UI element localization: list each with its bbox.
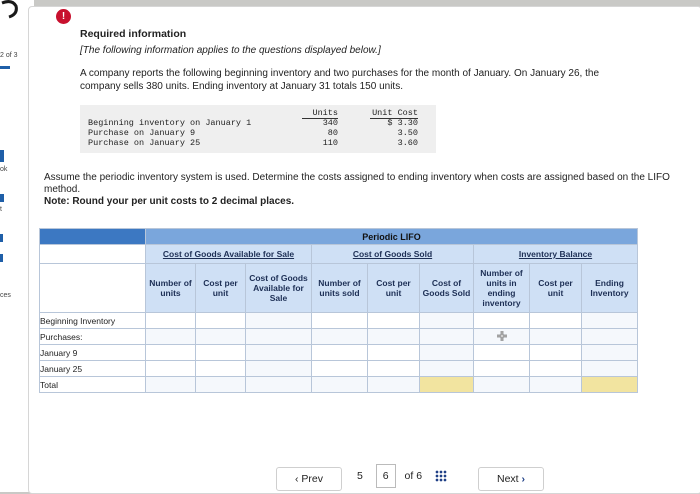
pagination [357, 462, 447, 490]
group-balance: Inventory Balance [474, 245, 638, 264]
input-end-cost[interactable] [530, 345, 582, 361]
input-end-cost[interactable] [530, 361, 582, 377]
cell-sold-total [420, 361, 474, 377]
intro-text: A company reports the following beginning inventory and two purchases for the month of January. On January 26, the company sells 380 units. Ending inventory at January 31 totals 150 units. [80, 68, 600, 92]
progress-tick [0, 66, 10, 69]
cell-avail-total [246, 345, 312, 361]
cell-blank [146, 377, 196, 393]
col-end-total: Ending Inventory [582, 264, 638, 313]
col-sold-total: Cost of Goods Sold [420, 264, 474, 313]
cursor-icon-cell [474, 329, 530, 345]
required-info-subtitle: [The following information applies to the questions displayed below.] [80, 45, 381, 56]
purchase-row-label: Purchase on January 9 [88, 128, 196, 138]
rounding-note: Note: Round your per unit costs to 2 decimal places. [44, 196, 295, 207]
cell-blank [420, 329, 474, 345]
cell-sold-total [420, 345, 474, 361]
cell-avail-total [246, 361, 312, 377]
prev-label: Prev [301, 473, 323, 485]
input-end-units[interactable] [474, 313, 530, 329]
page-count: of 6 [404, 470, 423, 482]
input-sold-units[interactable] [312, 345, 368, 361]
input-sold-cost[interactable] [368, 313, 420, 329]
col-avail-total: Cost of Goods Available for Sale [246, 264, 312, 313]
assume-text: Assume the periodic inventory system is used. Determine the costs assigned to ending inventory when costs are assigned based on the LIFO method. [44, 172, 670, 195]
purchase-row-label: Purchase on January 25 [88, 138, 201, 148]
app-logo-icon [0, 0, 22, 20]
input-avail-units[interactable] [146, 313, 196, 329]
cell-blank [196, 377, 246, 393]
total-cost-of-goods-sold [420, 377, 474, 393]
row-label-total: Total [40, 377, 146, 393]
group-sold: Cost of Goods Sold [312, 245, 474, 264]
row-label-jan9: January 9 [40, 345, 146, 361]
purchase-data-box [80, 105, 436, 153]
group-available: Cost of Goods Available for Sale [146, 245, 312, 264]
input-end-cost[interactable] [530, 313, 582, 329]
input-avail-units[interactable] [146, 361, 196, 377]
table-title: Periodic LIFO [146, 229, 638, 245]
col-avail-cost: Cost per unit [196, 264, 246, 313]
cell-sold-total [420, 313, 474, 329]
col-sold-units: Number of units sold [312, 264, 368, 313]
page-link[interactable]: 5 [357, 470, 363, 482]
row-label-jan25: January 25 [40, 361, 146, 377]
purchase-row-label: Beginning inventory on January 1 [88, 118, 252, 128]
banner-left [40, 229, 146, 245]
cell-blank [530, 377, 582, 393]
col-avail-units: Number of units [146, 264, 196, 313]
row-label-beginning: Beginning Inventory [40, 313, 146, 329]
cell-blank [530, 329, 582, 345]
purchase-row-cost: $ 3.30 [387, 118, 418, 128]
cell-blank [196, 329, 246, 345]
purchase-row-cost: 3.50 [397, 128, 418, 138]
cell-blank [368, 329, 420, 345]
input-end-units[interactable] [474, 361, 530, 377]
head-blank [40, 264, 146, 313]
prev-button[interactable] [276, 467, 342, 491]
sidebar-marker-3 [0, 234, 3, 242]
input-end-units[interactable] [474, 345, 530, 361]
sidebar-marker-2 [0, 194, 4, 202]
cell-end-total [582, 361, 638, 377]
purchase-row-units: 340 [322, 118, 338, 128]
cell-end-total [582, 313, 638, 329]
sidebar-fragment-ok[interactable]: ok [0, 166, 8, 173]
input-avail-cost[interactable] [196, 313, 246, 329]
input-avail-cost[interactable] [196, 361, 246, 377]
group-blank [40, 245, 146, 264]
cell-blank [246, 377, 312, 393]
next-button[interactable] [478, 467, 544, 491]
sidebar-marker [0, 150, 4, 162]
input-avail-units[interactable] [146, 345, 196, 361]
col-end-cost: Cost per unit [530, 264, 582, 313]
purchase-row-units: 80 [327, 128, 338, 138]
input-avail-cost[interactable] [196, 345, 246, 361]
col-end-units: Number of units in ending inventory [474, 264, 530, 313]
progress-indicator: 2 of 3 [0, 52, 18, 59]
row-label-purchases: Purchases: [40, 329, 146, 345]
cell-blank [368, 377, 420, 393]
next-label: Next [496, 473, 519, 485]
input-sold-cost[interactable] [368, 361, 420, 377]
col-sold-cost: Cost per unit [368, 264, 420, 313]
input-sold-units[interactable] [312, 361, 368, 377]
sidebar-marker-4 [0, 254, 3, 262]
purchase-row-cost: 3.60 [397, 138, 418, 148]
required-info-title: Required information [80, 28, 187, 40]
grid-icon[interactable] [435, 470, 447, 482]
chevron-left-icon: ‹ [294, 473, 299, 485]
input-sold-units[interactable] [312, 313, 368, 329]
crosshair-cursor-icon [496, 330, 508, 342]
instructions-text [44, 172, 674, 208]
cell-blank [474, 377, 530, 393]
purchase-row-units: 110 [322, 138, 338, 148]
current-page[interactable]: 6 [376, 464, 396, 488]
chevron-right-icon: › [521, 473, 525, 485]
cell-blank [312, 329, 368, 345]
total-ending-inventory [582, 377, 638, 393]
cell-avail-total [246, 313, 312, 329]
cell-blank [582, 329, 638, 345]
unit-cost-header: Unit Cost [370, 108, 418, 119]
sidebar-fragment-t[interactable]: t [0, 206, 2, 213]
cell-blank [146, 329, 196, 345]
input-sold-cost[interactable] [368, 345, 420, 361]
units-header: Units [302, 108, 338, 119]
cell-blank [312, 377, 368, 393]
sidebar-fragment-ces[interactable]: ces [0, 292, 11, 299]
alert-icon: ! [56, 9, 71, 24]
cell-blank [246, 329, 312, 345]
cell-end-total [582, 345, 638, 361]
lifo-worksheet-table [39, 228, 638, 393]
